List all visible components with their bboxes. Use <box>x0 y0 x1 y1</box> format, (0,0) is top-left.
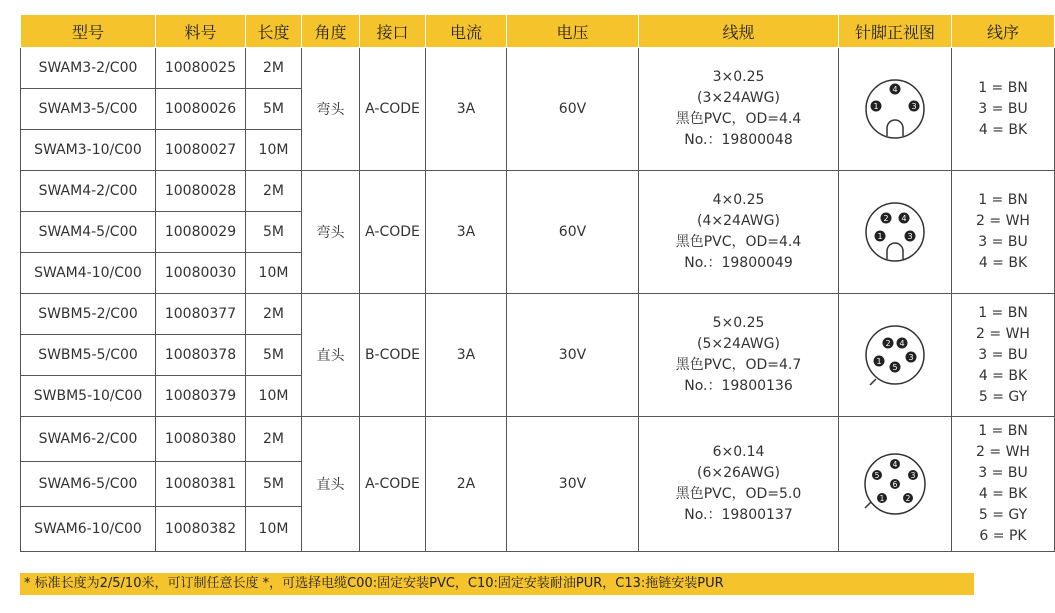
length-cell: 2M <box>246 48 302 89</box>
model-cell: SWAM6-10/C00 <box>21 507 156 552</box>
pin-label: 4 <box>892 85 898 94</box>
pin-label: 1 <box>877 232 883 241</box>
header-row <box>21 15 1055 48</box>
model-cell: SWAM6-5/C00 <box>21 462 156 507</box>
table-row <box>21 171 1055 212</box>
header-voltage: 电压 <box>507 15 639 48</box>
angle-cell: 直头 <box>302 417 360 552</box>
voltage-cell: 30V <box>507 417 639 552</box>
length-cell: 5M <box>246 462 302 507</box>
length-cell: 2M <box>246 294 302 335</box>
spec-line: No.：19800049 <box>684 255 793 271</box>
part-cell: 10080378 <box>156 335 246 376</box>
length-cell: 10M <box>246 253 302 294</box>
voltage-cell: 30V <box>507 294 639 417</box>
wire-line: 2 = WH <box>976 213 1030 229</box>
pin-label: 5 <box>892 363 898 372</box>
model-cell: SWAM4-5/C00 <box>21 212 156 253</box>
wire-line: 2 = WH <box>976 325 1030 342</box>
current-cell: 3A <box>426 48 507 171</box>
part-cell: 10080379 <box>156 376 246 417</box>
model-cell: SWAM3-2/C00 <box>21 48 156 89</box>
voltage-cell: 60V <box>507 48 639 171</box>
header-wire-order: 线序 <box>952 15 1055 48</box>
part-cell: 10080025 <box>156 48 246 89</box>
pin-label: 4 <box>901 214 907 223</box>
pin-view-cell <box>839 171 952 294</box>
pin-label: 3 <box>910 471 916 480</box>
spec-cell <box>639 171 839 294</box>
length-cell: 2M <box>246 417 302 462</box>
wire-order-cell <box>952 417 1055 552</box>
angle-cell: 直头 <box>302 294 360 417</box>
connector-3pin-icon <box>860 73 930 145</box>
spec-line: No.：19800048 <box>684 132 793 148</box>
pin-label: 3 <box>908 353 914 362</box>
part-cell: 10080028 <box>156 171 246 212</box>
header-part: 料号 <box>156 15 246 48</box>
header-interface: 接口 <box>360 15 426 48</box>
pin-label: 1 <box>873 102 879 111</box>
interface-cell: B-CODE <box>360 294 426 417</box>
wire-line: 4 = BK <box>978 367 1028 384</box>
spec-line: (5×24AWG) <box>697 336 780 352</box>
model-cell: SWBM5-5/C00 <box>21 335 156 376</box>
spec-line: No.：19800137 <box>684 507 793 523</box>
pin-label: 1 <box>876 357 882 366</box>
voltage-cell: 60V <box>507 171 639 294</box>
part-cell: 10080027 <box>156 130 246 171</box>
angle-cell: 弯头 <box>302 171 360 294</box>
model-cell: SWAM3-5/C00 <box>21 89 156 130</box>
pin-label: 4 <box>892 460 898 469</box>
current-cell: 2A <box>426 417 507 552</box>
spec-line: (3×24AWG) <box>697 90 780 106</box>
interface-cell: A-CODE <box>360 48 426 171</box>
model-cell: SWAM4-10/C00 <box>21 253 156 294</box>
spec-line: (6×26AWG) <box>697 465 780 481</box>
header-model: 型号 <box>21 15 156 48</box>
length-cell: 5M <box>246 335 302 376</box>
connector-5pin-icon <box>860 319 930 391</box>
wire-order-cell <box>952 171 1055 294</box>
wire-line: 3 = BU <box>978 465 1028 481</box>
wire-line: 1 = BN <box>978 79 1028 96</box>
wire-order-cell <box>952 48 1055 171</box>
part-cell: 10080377 <box>156 294 246 335</box>
wire-line: 5 = GY <box>978 507 1028 523</box>
part-cell: 10080382 <box>156 507 246 552</box>
pin-view-cell <box>839 417 952 552</box>
model-cell: SWBM5-2/C00 <box>21 294 156 335</box>
connector-4pin-icon <box>860 196 930 268</box>
length-cell: 2M <box>246 171 302 212</box>
part-cell: 10080030 <box>156 253 246 294</box>
product-table <box>20 14 1055 552</box>
wire-line: 1 = BN <box>978 192 1028 208</box>
angle-cell: 弯头 <box>302 48 360 171</box>
table-row <box>21 294 1055 335</box>
pin-label: 3 <box>911 102 917 111</box>
header-angle: 角度 <box>302 15 360 48</box>
spec-line: 黑色PVC，OD=4.4 <box>675 111 802 127</box>
wire-line: 3 = BU <box>978 234 1028 250</box>
header-spec: 线规 <box>639 15 839 48</box>
spec-line: 6×0.14 <box>712 444 765 460</box>
length-cell: 10M <box>246 130 302 171</box>
interface-cell: A-CODE <box>360 171 426 294</box>
current-cell: 3A <box>426 171 507 294</box>
table-row <box>21 48 1055 89</box>
pin-label: 6 <box>892 480 898 489</box>
pin-label: 1 <box>879 494 885 503</box>
spec-line: No.：19800136 <box>684 378 793 394</box>
spec-line: (4×24AWG) <box>697 213 780 229</box>
wire-line: 4 = BK <box>978 121 1028 138</box>
spec-line: 5×0.25 <box>712 315 765 331</box>
wire-line: 1 = BN <box>978 423 1028 439</box>
length-cell: 10M <box>246 507 302 552</box>
length-cell: 5M <box>246 89 302 130</box>
header-length: 长度 <box>246 15 302 48</box>
part-cell: 10080381 <box>156 462 246 507</box>
spec-line: 黑色PVC，OD=4.4 <box>675 234 802 250</box>
wire-line: 5 = GY <box>978 388 1028 405</box>
table-row <box>21 417 1055 462</box>
spec-cell <box>639 294 839 417</box>
pin-label: 2 <box>885 339 891 348</box>
part-cell: 10080026 <box>156 89 246 130</box>
wire-line: 6 = PK <box>979 528 1027 544</box>
wire-line: 4 = BK <box>978 486 1028 502</box>
wire-line: 4 = BK <box>978 255 1028 271</box>
length-cell: 5M <box>246 212 302 253</box>
spec-line: 黑色PVC，OD=5.0 <box>675 486 802 502</box>
spec-line: 4×0.25 <box>712 192 765 208</box>
pin-label: 5 <box>874 471 880 480</box>
wire-line: 3 = BU <box>978 100 1028 117</box>
spec-cell <box>639 48 839 171</box>
length-cell: 10M <box>246 376 302 417</box>
pin-label: 2 <box>905 494 911 503</box>
spec-line: 3×0.25 <box>712 69 765 85</box>
pin-view-cell <box>839 48 952 171</box>
part-cell: 10080029 <box>156 212 246 253</box>
current-cell: 3A <box>426 294 507 417</box>
model-cell: SWAM3-10/C00 <box>21 130 156 171</box>
pin-label: 3 <box>907 232 913 241</box>
pin-label: 2 <box>883 214 889 223</box>
wire-line: 1 = BN <box>978 304 1028 321</box>
header-pin-view: 针脚正视图 <box>839 15 952 48</box>
spec-cell <box>639 417 839 552</box>
model-cell: SWAM6-2/C00 <box>21 417 156 462</box>
interface-cell: A-CODE <box>360 417 426 552</box>
wire-line: 2 = WH <box>976 444 1030 460</box>
pin-view-cell <box>839 294 952 417</box>
spec-line: 黑色PVC，OD=4.7 <box>675 357 802 373</box>
header-current: 电流 <box>426 15 507 48</box>
model-cell: SWAM4-2/C00 <box>21 171 156 212</box>
pin-label: 4 <box>899 339 905 348</box>
connector-6pin-icon <box>859 448 931 520</box>
wire-order-cell <box>952 294 1055 417</box>
model-cell: SWBM5-10/C00 <box>21 376 156 417</box>
footer-note: * 标准长度为2/5/10米，可订制任意长度 *，可选择电缆C00:固定安装PVC，C10:固定安装耐油PUR，C13:拖链安装PUR <box>20 573 974 595</box>
part-cell: 10080380 <box>156 417 246 462</box>
wire-line: 3 = BU <box>978 346 1028 363</box>
